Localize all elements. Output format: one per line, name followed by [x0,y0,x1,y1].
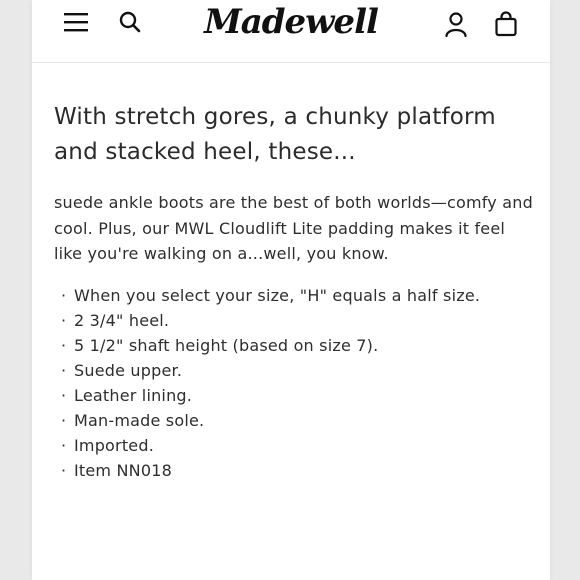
list-item: · Item NN018 [54,458,534,483]
product-description-text: suede ankle boots are the best of both worlds—comfy and cool. Plus, our MWL Cloudlift Lite padding makes it feel like you're walking on a...well, you know. [54,193,533,263]
product-details-list [54,283,534,483]
menu-icon[interactable] [62,8,90,36]
list-item: · Man-made sole. [54,408,534,433]
list-item: · Suede upper. [54,358,534,383]
bag-icon[interactable] [492,10,520,38]
list-item: · 2 3/4" heel. [54,308,534,333]
account-icon[interactable] [442,10,470,38]
list-item: · When you select your size, "H" equals a half size. [54,283,534,308]
madewell-logo[interactable] [182,0,400,44]
logo-text: Madewell [204,2,378,42]
product-description [54,100,534,483]
list-item: · 5 1/2" shaft height (based on size 7). [54,333,534,358]
list-item: · Leather lining. [54,383,534,408]
product-page [32,0,550,580]
list-item: · Imported. [54,433,534,458]
search-icon[interactable] [116,8,144,36]
site-header [32,0,550,63]
product-headline: With stretch gores, a chunky platform and stacked heel, these... [54,104,496,165]
